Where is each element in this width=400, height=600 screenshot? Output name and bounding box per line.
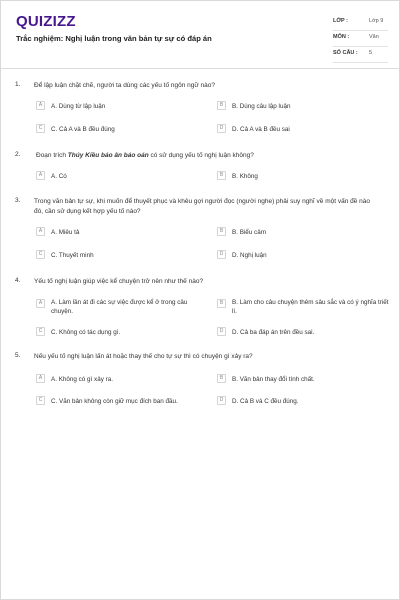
question-text [36,151,381,161]
meta-key: SỐ CÂU : [333,50,358,56]
meta-key: MÔN : [333,34,350,40]
option-letter: C [36,396,45,405]
option-letter: D [217,250,226,259]
option-text: A. Miêu tả [51,229,80,236]
option-letter: C [36,327,45,336]
option-text: A. Dùng từ lập luận [51,103,106,110]
option-text: B. Làm cho câu chuyện thêm sâu sắc và có ý nghĩa triết lí. [232,299,389,315]
meta-value: Lớp 9 [369,18,384,24]
option-letter: B [217,171,226,180]
question-text-after: có sử dụng yếu tố nghị luận không? [148,152,254,159]
option-letter: A [36,374,45,383]
meta-value: Văn [369,34,379,40]
question-text: Nếu yếu tố nghị luận lấn át hoặc thay thế cho tự sự thì có chuyện gì xảy ra? [34,353,253,360]
option-text: A. Không có gì xảy ra. [51,376,113,383]
question-number: 4. [15,277,21,284]
meta-key: LỚP : [333,18,348,24]
meta-row-subject [333,31,388,47]
question-number: 3. [15,197,21,204]
option-text: B. Văn bản thay đổi tính chất. [232,376,315,383]
quizizz-logo: QUIZIZZ [16,13,76,30]
option-text: C. Thuyết minh [51,252,94,259]
header [1,1,399,63]
worksheet-title: Trắc nghiệm: Nghị luận trong văn bản tự sự có đáp án [16,34,212,43]
option-text: D. Cả B và C đều đúng. [232,398,299,405]
question-text: Trong văn bản tự sự, khi muốn để thuyết phục và khêu gợi người đọc (người nghe) phải suy nghĩ về một vấn đề nào đó, cần sử dụng kết hợp yếu tố nào? [34,198,371,215]
option-letter: C [36,250,45,259]
option-text: C. Cả A và B đều đúng [51,126,115,133]
option-text: B. Dùng câu lập luận [232,103,291,110]
option-letter: B [217,227,226,236]
option-letter: B [217,374,226,383]
option-letter: B [217,101,226,110]
option-text: A. Có [51,173,67,180]
meta-row-class [333,15,388,31]
header-divider [1,68,399,69]
option-text: B. Biểu cảm [232,229,266,236]
question-text-before: Đoạn trích [36,152,68,159]
question-text: Yếu tố nghị luận giúp việc kể chuyện trở nên như thế nào? [34,278,204,285]
option-text: D. Nghị luận [232,252,267,259]
option-text: A. Làm lần át đi các sự việc được kể ở trong câu chuyện. [51,299,188,315]
question-text-emphasis: Thúy Kiều báo ân báo oán [67,152,149,159]
option-letter: A [36,171,45,180]
question-text: Để lập luận chặt chẽ, người ta dùng các yếu tố ngôn ngữ nào? [34,82,216,89]
option-letter: D [217,396,226,405]
question-number: 2. [15,151,21,158]
option-letter: D [217,124,226,133]
option-letter: B [217,299,226,308]
option-text: C. Văn bản không còn giữ mục đích ban đầu. [51,398,178,405]
meta-value: 5 [369,50,373,56]
option-letter: C [36,124,45,133]
option-text: D. Cả ba đáp án trên đều sai. [232,329,315,336]
question-number: 5. [15,352,21,359]
worksheet-meta [333,15,388,63]
option-text: B. Không [232,173,258,180]
option-letter: D [217,327,226,336]
option-letter: A [36,227,45,236]
option-text: D. Cả A và B đều sai [232,126,290,133]
question-number: 1. [15,81,21,88]
meta-row-count [333,47,388,63]
option-letter: A [36,101,45,110]
option-text: C. Không có tác dụng gì. [51,329,121,336]
option-letter: A [36,299,45,308]
